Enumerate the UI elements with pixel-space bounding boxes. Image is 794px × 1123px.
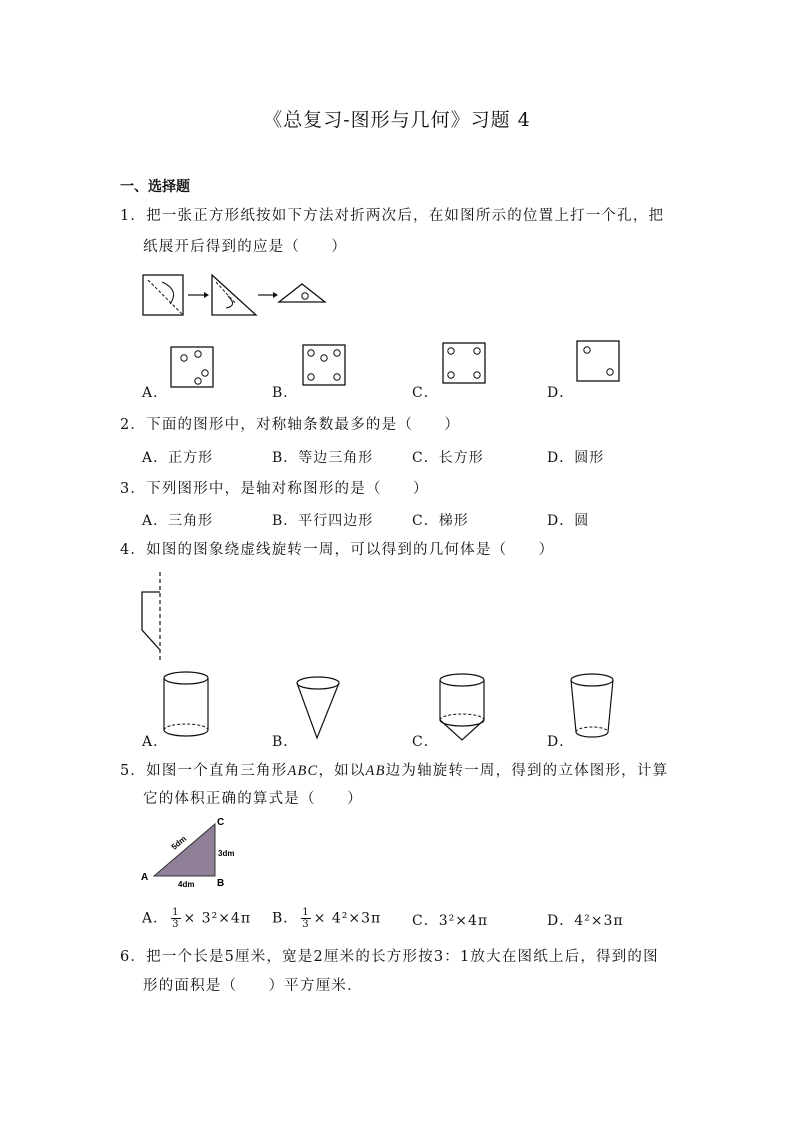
label-c: C [217, 817, 225, 828]
punched-hole [302, 293, 308, 299]
q3-option-c: C．梯形 [412, 513, 469, 529]
q1-option-a: A． [142, 385, 169, 401]
q2-option-c: C．长方形 [412, 450, 484, 466]
q2-option-d: D．圆形 [547, 450, 605, 466]
rotation-shape [142, 592, 160, 650]
q2-option-b: B．等边三角形 [272, 450, 374, 466]
question-6-line-2: 形的面积是（ ）平方厘米． [143, 978, 363, 994]
label-a: A [141, 872, 149, 883]
fold-triangle [212, 275, 256, 315]
triangle-abc [154, 824, 215, 876]
question-2-stem: 2．下面的图形中，对称轴条数最多的是（ ） [120, 417, 461, 433]
q4-option-b-cone [296, 676, 342, 740]
final-triangle [279, 284, 325, 302]
q1-option-b: B． [272, 385, 299, 401]
question-6-line-1: 6．把一个长是5厘米，宽是2厘米的长方形按3：1放大在图纸上后，得到的图 [120, 949, 659, 965]
q3-option-b: B．平行四边形 [272, 513, 374, 529]
question-5-line-1: 5．如图一个直角三角形ABC，如以AB边为轴旋转一周，得到的立体图形，计算 [120, 763, 669, 779]
q1-option-b-figure [302, 344, 347, 386]
q4-rotation-figure [138, 572, 168, 662]
q2-option-a: A．正方形 [142, 450, 214, 466]
q4-option-d: D． [547, 734, 575, 750]
question-4-stem: 4．如图的图象绕虚线旋转一周，可以得到的几何体是（ ） [120, 542, 555, 558]
fold-diagonal [148, 280, 183, 315]
var-abc: ABC [287, 763, 319, 779]
label-leg: 3dm [218, 849, 235, 858]
q1-option-d: D． [547, 385, 575, 401]
q1-option-c-figure [442, 342, 487, 384]
section-heading: 一、选择题 [120, 179, 190, 195]
q3-option-d: D．圆 [547, 513, 590, 529]
q4-option-a-cylinder [162, 670, 212, 740]
q4-option-d-frustum [570, 672, 616, 742]
q4-option-a: A． [142, 734, 169, 750]
q4-option-c-cylinder-cone [438, 672, 488, 744]
q1-option-d-figure [576, 340, 621, 382]
question-1-line-1: 1．把一张正方形纸按如下方法对折两次后，在如图所示的位置上打一个孔，把 [120, 208, 665, 224]
q5-option-d: D．4²×3π [547, 913, 624, 929]
q1-option-c: C． [412, 385, 439, 401]
var-ab: AB [365, 763, 386, 779]
label-hypotenuse: 5dm [169, 834, 189, 852]
q4-option-b: B． [272, 734, 299, 750]
q3-option-a: A．三角形 [142, 513, 214, 529]
question-5-line-2: 它的体积正确的算式是（ ） [143, 791, 363, 807]
q5-option-c: C．3²×4π [412, 913, 489, 929]
label-base: 4dm [178, 880, 195, 889]
question-3-stem: 3．下列图形中，是轴对称图形的是（ ） [120, 481, 429, 497]
q4-option-c: C． [412, 734, 439, 750]
label-b: B [217, 878, 225, 889]
page-title: 《总复习-图形与几何》习题 4 [263, 109, 531, 131]
q5-right-triangle [138, 816, 248, 894]
q5-option-b: B． $\frac{1}{3}$ × 4²×3π [272, 907, 382, 930]
q1-option-a-figure [170, 346, 215, 388]
question-1-line-2: 纸展开后得到的应是（ ） [143, 239, 348, 255]
fold-arc-arrow [162, 282, 174, 304]
q5-option-a: A． $\frac{1}{3}$ × 3²×4π [142, 907, 252, 930]
q1-folding-figure [140, 272, 340, 322]
